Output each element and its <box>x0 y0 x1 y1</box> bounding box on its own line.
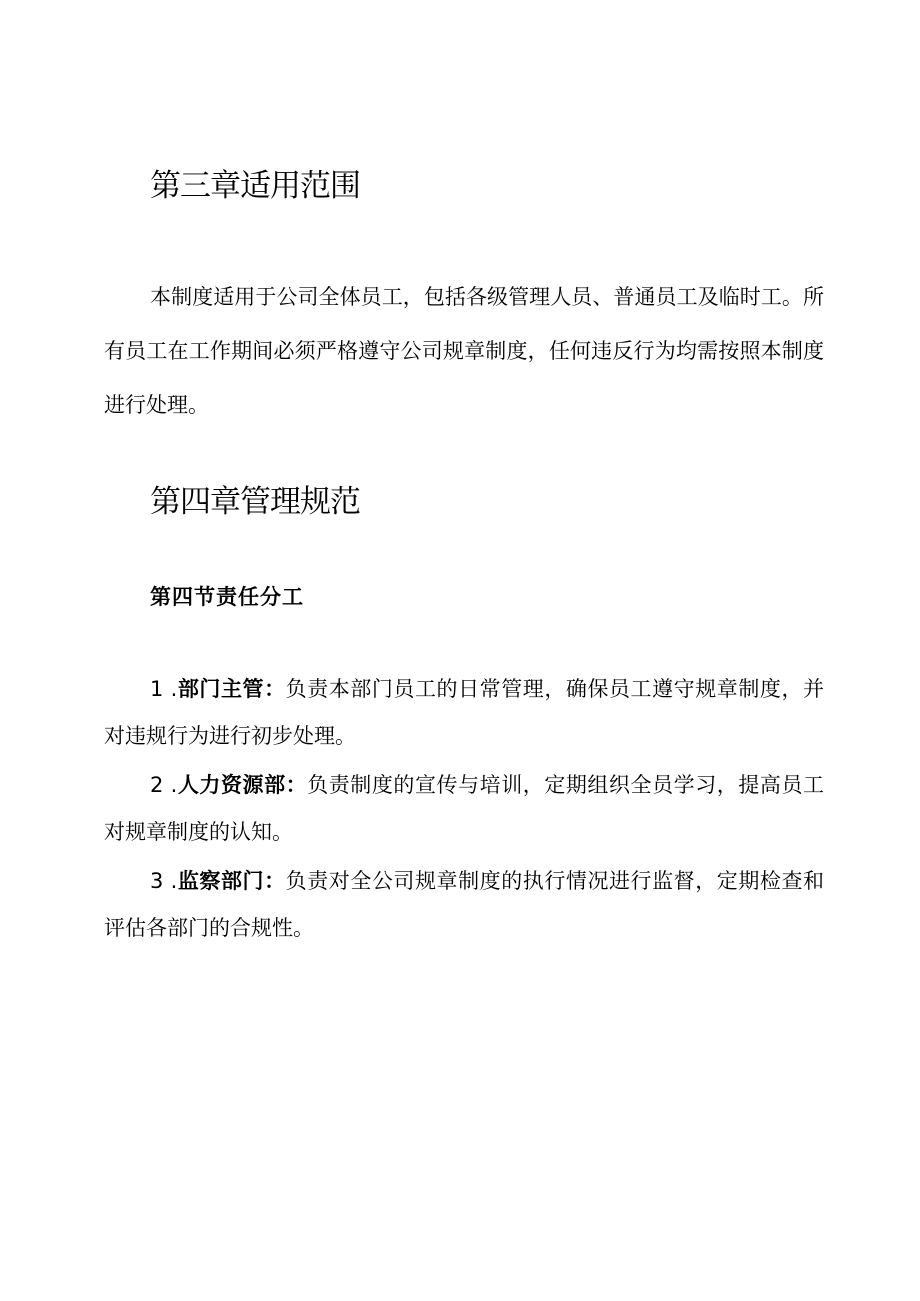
chapter-4-title: 第四章管理规范 <box>150 484 360 520</box>
item-text: 负责制度的宣传与培训，定期组织全员学习，提高员工对规章制度的认知。 <box>104 773 825 844</box>
list-item <box>104 858 824 952</box>
item-term: 人力资源部： <box>177 773 308 797</box>
list-item <box>104 666 824 760</box>
item-number: 2 . <box>150 773 178 797</box>
item-term: 监察部门： <box>177 869 286 893</box>
section-title: 第四节责任分工 <box>150 585 304 609</box>
chapter-3-title: 第三章适用范围 <box>150 168 360 204</box>
item-number: 3 . <box>150 869 178 893</box>
scope-paragraph: 本制度适用于公司全体员工，包括各级管理人员、普通员工及临时工。所有员工在工作期间必须严格遵守公司规章制度，任何违反行为均需按照本制度进行处理。 <box>104 285 824 417</box>
responsibility-list <box>104 666 824 954</box>
item-number: 1 . <box>150 677 178 701</box>
item-text: 负责对全公司规章制度的执行情况进行监督，定期检查和评估各部门的合规性。 <box>104 869 825 940</box>
item-term: 部门主管： <box>177 677 286 701</box>
list-item <box>104 762 824 856</box>
item-text: 负责本部门员工的日常管理，确保员工遵守规章制度，并对违规行为进行初步处理。 <box>104 677 825 748</box>
